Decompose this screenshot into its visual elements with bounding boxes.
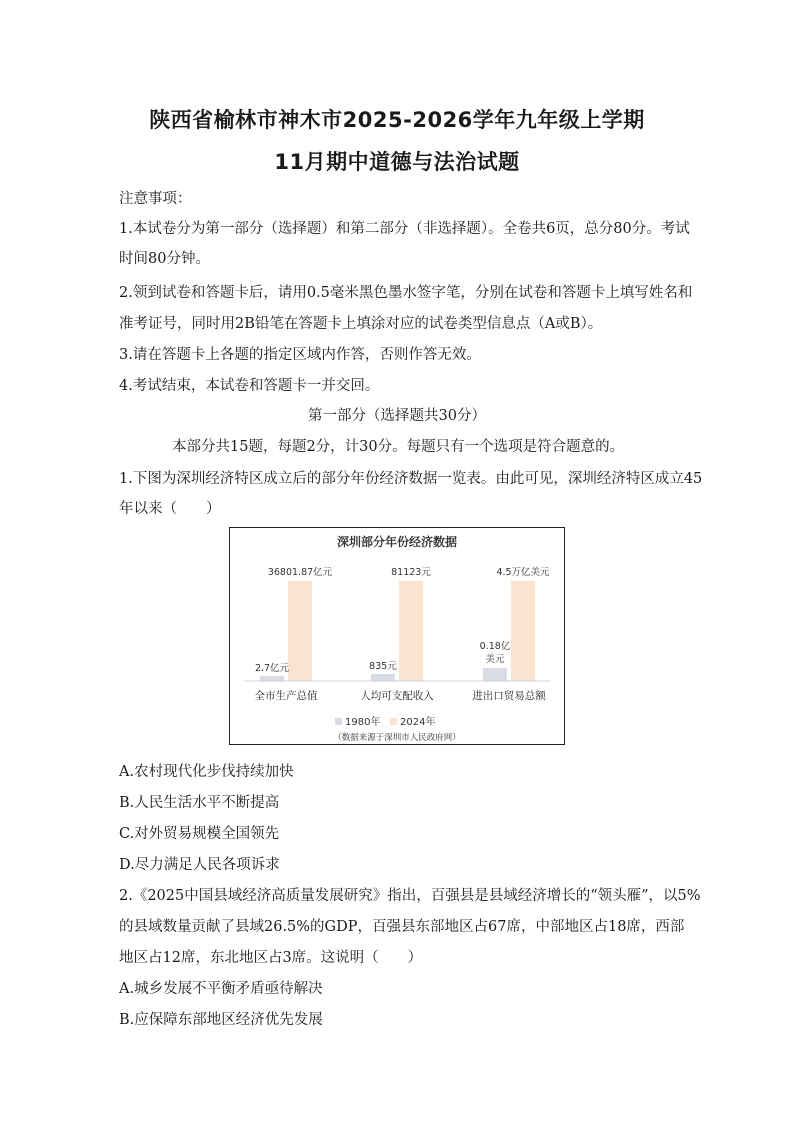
x-tick-label-1: 人均可支配收入	[360, 690, 434, 702]
q2-stem-line2: 的县域数量贡献了县域26.5%的GDP，百强县东部地区占67席，中部地区占18席，西部	[119, 919, 685, 935]
legend-swatch-0	[335, 718, 342, 725]
bar-2024-1	[399, 581, 423, 681]
q1-option-a: A.农村现代化步伐持续加快	[119, 764, 294, 780]
notice-line-6: 4.考试结束，本试卷和答题卡一并交回。	[119, 378, 380, 394]
bar-1980-2	[483, 668, 507, 681]
chart-svg	[230, 528, 564, 744]
chart-note: （数据来源于深圳市人民政府网）	[333, 733, 461, 743]
part1-heading: 第一部分（选择题共30分）	[308, 408, 486, 424]
bar-label-1980-2-a: 0.18亿	[479, 641, 511, 652]
notice-line-4: 准考证号，同时用2B铅笔在答题卡上填涂对应的试卷类型信息点（A或B）。	[119, 316, 603, 332]
bar-1980-0	[260, 676, 284, 681]
bar-label-1980-1: 835元	[369, 660, 397, 672]
q1-option-b: B.人民生活水平不断提高	[119, 795, 280, 811]
q2-stem-line1: 2.《2025中国县域经济高质量发展研究》指出，百强县是县域经济增长的“领头雁”，以5%	[119, 888, 701, 904]
exam-title-line1: 陕西省榆林市神木市2025-2026学年九年级上学期	[149, 108, 645, 132]
q1-stem-line1: 1.下图为深圳经济特区成立后的部分年份经济数据一览表。由此可见，深圳经济特区成立45	[119, 471, 703, 487]
q2-stem-line3: 地区占12席，东北地区占3席。这说明（ ）	[119, 950, 423, 966]
bar-label-1980-2-b: 美元	[485, 654, 505, 665]
bar-1980-1	[371, 674, 395, 681]
notice-line-2: 时间80分钟。	[119, 251, 210, 267]
x-tick-label-2: 进出口贸易总额	[472, 690, 546, 702]
notice-line-3: 2.领到试卷和答题卡后，请用0.5毫米黑色墨水签字笔，分别在试卷和答题卡上填写姓名和	[119, 285, 693, 301]
x-tick-label-0: 全市生产总值	[254, 690, 318, 702]
q2-option-b: B.应保障东部地区经济优先发展	[119, 1012, 323, 1028]
bar-label-2024-2: 4.5万亿美元	[496, 567, 550, 578]
q1-option-c: C.对外贸易规模全国领先	[119, 826, 280, 842]
bar-2024-2	[511, 581, 535, 681]
notice-line-1: 1.本试卷分为第一部分（选择题）和第二部分（非选择题）。全卷共6页，总分80分。考试	[119, 221, 690, 237]
legend-swatch-1	[390, 718, 397, 725]
chart-title: 深圳部分年份经济数据	[336, 535, 458, 549]
bar-2024-0	[288, 581, 312, 681]
legend-label-1: 2024年	[400, 717, 436, 728]
notice-heading: 注意事项：	[119, 191, 192, 207]
bar-label-1980-0: 2.7亿元	[254, 662, 290, 674]
legend-label-0: 1980年	[345, 717, 381, 728]
bar-label-2024-1: 81123元	[391, 567, 431, 578]
bar-label-2024-0: 36801.87亿元	[267, 567, 333, 578]
q2-option-a: A.城乡发展不平衡矛盾亟待解决	[119, 981, 323, 997]
q1-stem-line2: 年以来（ ）	[119, 501, 221, 517]
notice-line-5: 3.请在答题卡上各题的指定区域内作答，否则作答无效。	[119, 347, 481, 363]
exam-title-line2: 11月期中道德与法治试题	[274, 150, 520, 174]
part1-intro: 本部分共15题，每题2分，计30分。每题只有一个选项是符合题意的。	[172, 439, 625, 455]
q1-option-d: D.尽力满足人民各项诉求	[119, 857, 280, 873]
q1-chart	[229, 527, 565, 745]
